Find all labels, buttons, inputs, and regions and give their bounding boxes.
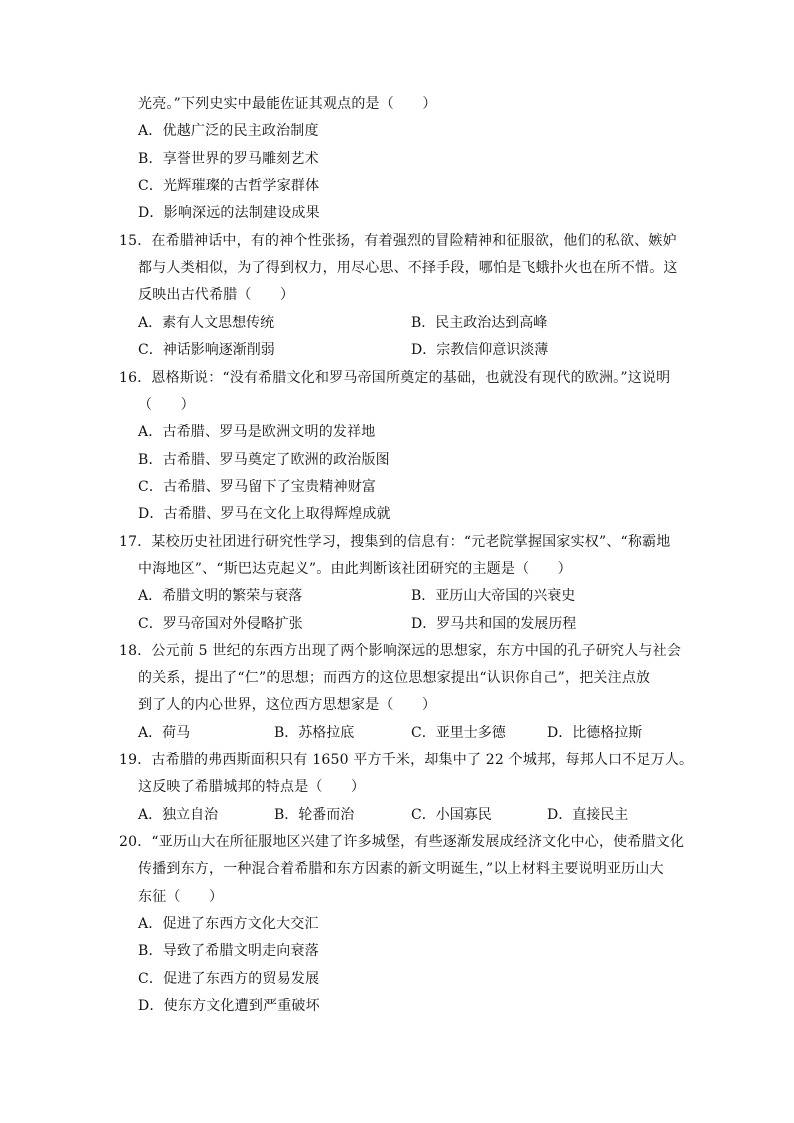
- q16-stem-line1: 16．恩格斯说：“没有希腊文化和罗马帝国所奠定的基础，也就没有现代的欧洲。”这说明: [119, 370, 671, 386]
- q16-option-c: C．古希腊、罗马留下了宝贵精神财富: [138, 479, 377, 495]
- q16-option-a: A．古希腊、罗马是欧洲文明的发祥地: [138, 424, 376, 440]
- q20-option-b: B．导致了希腊文明走向衰落: [138, 943, 319, 959]
- q17-option-d: D．罗马共和国的发展历程: [411, 616, 577, 632]
- q17-option-a: A．希腊文明的繁荣与衰落: [138, 588, 303, 604]
- q15-option-d: D．宗教信仰意识淡薄: [411, 342, 549, 358]
- q16-option-b: B．古希腊、罗马奠定了欧洲的政治版图: [138, 452, 390, 468]
- q19-option-d: D．直接民主: [547, 807, 629, 823]
- q17-option-c: C．罗马帝国对外侵略扩张: [138, 616, 303, 632]
- q19-stem-line2: 这反映了希腊城邦的特点是（ ）: [138, 779, 366, 795]
- q20-stem-line1: 20．“亚历山大在所征服地区兴建了许多城堡，有些逐渐发展成经济文化中心，使希腊文化: [119, 834, 685, 850]
- q14-option-a: A．优越广泛的民主政治制度: [138, 123, 319, 139]
- q15-stem-line1: 15．在希腊神话中，有的神个性张扬，有着强烈的冒险精神和征服欲，他们的私欲、嫉妒: [119, 233, 677, 249]
- q19-option-b: B．轮番而治: [274, 807, 355, 823]
- q18-stem-line2: 的关系，提出了“仁”的思想；而西方的这位思想家提出“认识你自己”，把关注点放: [138, 670, 651, 686]
- q16-option-d: D．古希腊、罗马在文化上取得辉煌成就: [138, 506, 391, 522]
- q19-option-c: C．小国寡民: [411, 807, 492, 823]
- q14-option-c: C．光辉璀璨的古哲学家群体: [138, 178, 320, 194]
- q18-option-b: B．苏格拉底: [274, 725, 355, 741]
- q20-option-d: D．使东方文化遭到严重破坏: [138, 998, 320, 1014]
- q19-stem-line1: 19．古希腊的弗西斯面积只有 1650 平方千米，却集中了 22 个城邦，每邦人口不足万人。: [119, 752, 694, 768]
- q17-option-b: B．亚历山大帝国的兴衰史: [411, 588, 576, 604]
- q14-stem: 光亮。”下列史实中最能佐证其观点的是（ ）: [138, 96, 437, 112]
- q14-option-b: B．享誉世界的罗马雕刻艺术: [138, 151, 319, 167]
- q15-option-a: A．素有人文思想传统: [138, 315, 275, 331]
- q15-stem-line3: 反映出古代希腊（ ）: [138, 287, 295, 303]
- q18-option-c: C．亚里士多德: [411, 725, 506, 741]
- q20-option-c: C．促进了东西方的贸易发展: [138, 971, 320, 987]
- q17-stem-line2: 中海地区”、“斯巴达克起义”。由此判断该社团研究的主题是（ ）: [138, 561, 572, 577]
- q15-stem-line2: 都与人类相似，为了得到权力，用尽心思、不择手段，哪怕是飞蛾扑火也在所不惜。这: [138, 260, 678, 276]
- q20-stem-line2: 传播到东方，一种混合着希腊和东方因素的新文明诞生，”以上材料主要说明亚历山大: [138, 861, 664, 877]
- q17-stem-line1: 17．某校历史社团进行研究性学习，搜集到的信息有：“元老院掌握国家实权”、“称霸地: [119, 534, 671, 550]
- q20-stem-line3: 东征（ ）: [138, 889, 224, 905]
- q19-option-a: A．独立自治: [138, 807, 219, 823]
- q14-option-d: D．影响深远的法制建设成果: [138, 205, 320, 221]
- q20-option-a: A．促进了东西方文化大交汇: [138, 916, 319, 932]
- q18-stem-line1: 18．公元前 5 世纪的东西方出现了两个影响深远的思想家，东方中国的孔子研究人与社会: [119, 643, 682, 659]
- q15-option-c: C．神话影响逐渐削弱: [138, 342, 275, 358]
- q18-option-d: D．比德格拉斯: [547, 725, 643, 741]
- q16-stem-line2: （ ）: [138, 397, 195, 413]
- q15-option-b: B．民主政治达到高峰: [411, 315, 548, 331]
- q18-stem-line3: 到了人的内心世界，这位西方思想家是（ ）: [138, 697, 437, 713]
- q18-option-a: A．荷马: [138, 725, 191, 741]
